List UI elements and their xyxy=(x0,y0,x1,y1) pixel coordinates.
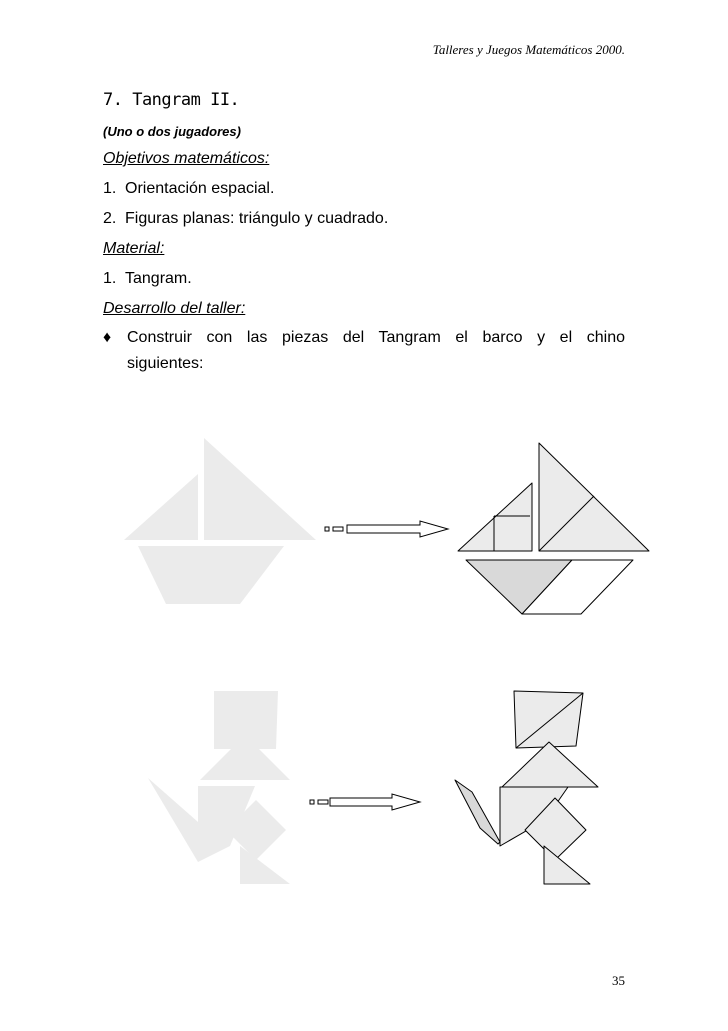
silhouette-small-sail xyxy=(124,474,198,540)
arrow-dot xyxy=(325,527,329,531)
arrow-head-icon xyxy=(347,521,448,537)
man-silhouette xyxy=(148,691,290,884)
objectives-heading: Objetivos matemáticos: xyxy=(103,150,270,167)
piece-torso xyxy=(502,742,598,787)
arrow-dash xyxy=(318,800,328,804)
piece-small-sail xyxy=(458,483,532,551)
arrow-2 xyxy=(310,794,420,810)
diamond-bullet-icon: ♦ xyxy=(103,329,112,346)
section-title: 7. Tangram II. xyxy=(103,90,240,110)
silhouette-hull xyxy=(138,546,284,604)
arrow-dash xyxy=(333,527,343,531)
running-header: Talleres y Juegos Matemáticos 2000. xyxy=(432,42,625,57)
development-text-line-2: siguientes: xyxy=(127,355,204,372)
piece-head xyxy=(514,691,583,748)
material-heading: Material: xyxy=(103,240,165,257)
silhouette-arm xyxy=(148,778,198,862)
arrow-dot xyxy=(310,800,314,804)
piece-arm xyxy=(455,780,500,844)
page-number: 35 xyxy=(612,973,625,988)
objective-text: Orientación espacial. xyxy=(125,180,275,197)
silhouette-torso xyxy=(200,735,290,780)
development-text-line-1: Construir con las piezas del Tangram el barco y el chino xyxy=(127,329,625,346)
boat-solution xyxy=(458,443,649,614)
objective-number: 1. xyxy=(103,180,117,197)
material-number: 1. xyxy=(103,270,117,287)
section-subtitle: (Uno o dos jugadores) xyxy=(103,124,241,139)
man-solution xyxy=(455,691,598,884)
arrow-head-icon xyxy=(330,794,420,810)
silhouette-large-sail xyxy=(204,438,316,540)
boat-silhouette xyxy=(124,438,316,604)
piece-foot xyxy=(544,846,590,884)
arrow-1 xyxy=(325,521,448,537)
silhouette-foot xyxy=(240,846,290,884)
objective-text: Figuras planas: triángulo y cuadrado. xyxy=(125,210,389,227)
development-heading: Desarrollo del taller: xyxy=(103,300,246,317)
objective-number: 2. xyxy=(103,210,117,227)
material-text: Tangram. xyxy=(125,270,192,287)
